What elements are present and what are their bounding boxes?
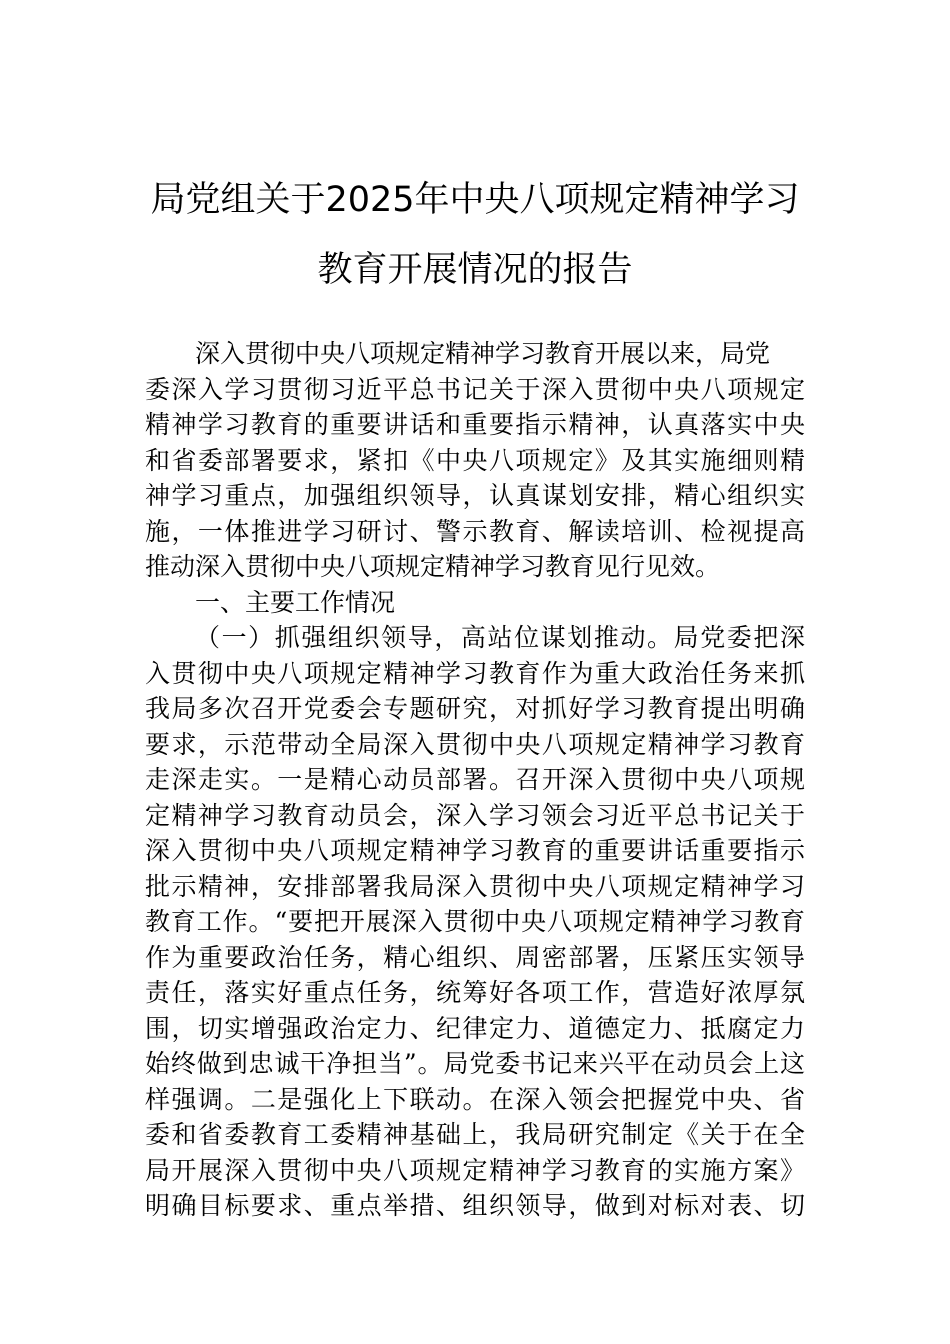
subsection-line: 明确目标要求、重点举措、组织领导，做到对标对表、切	[145, 1191, 805, 1220]
subsection-line: 要求，示范带动全局深入贯彻中央八项规定精神学习教育	[145, 729, 805, 759]
document-title-line-2: 教育开展情况的报告	[317, 250, 633, 290]
subsection-line: 样强调。二是强化上下联动。在深入领会把握党中央、省	[145, 1084, 805, 1114]
intro-line: 精神学习教育的重要讲话和重要指示精神，认真落实中央	[145, 410, 805, 439]
intro-line: 推动深入贯彻中央八项规定精神学习教育见行见效。	[145, 552, 721, 581]
document-body	[145, 336, 805, 1224]
intro-line: 和省委部署要求，紧扣《中央八项规定》及其实施细则精	[145, 445, 805, 475]
subsection-line: 局开展深入贯彻中央八项规定精神学习教育的实施方案》	[145, 1155, 805, 1185]
subsection-line: 我局多次召开党委会专题研究，对抓好学习教育提出明确	[145, 694, 805, 723]
subsection-line: 责任，落实好重点任务，统筹好各项工作，营造好浓厚氛	[145, 978, 805, 1007]
section-heading: 一、主要工作情况	[195, 587, 396, 617]
subsection-line: 始终做到忠诚干净担当”。局党委书记来兴平在动员会上这	[145, 1049, 805, 1078]
subsection-line: 入贯彻中央八项规定精神学习教育作为重大政治任务来抓	[145, 658, 805, 688]
intro-line: 施，一体推进学习研讨、警示教育、解读培训、检视提高	[145, 516, 805, 546]
subsection-line: 教育工作。“要把开展深入贯彻中央八项规定精神学习教育	[145, 907, 805, 936]
subsection-line: 批示精神，安排部署我局深入贯彻中央八项规定精神学习	[145, 871, 805, 901]
subsection-line: （一）抓强组织领导，高站位谋划推动。局党委把深	[195, 623, 805, 652]
subsection-line: 作为重要政治任务，精心组织、周密部署，压紧压实领导	[145, 942, 805, 972]
subsection-line: 深入贯彻中央八项规定精神学习教育的重要讲话重要指示	[145, 836, 805, 865]
intro-line: 深入贯彻中央八项规定精神学习教育开展以来，局党	[195, 339, 771, 368]
document-title-line-1: 局党组关于2025年中央八项规定精神学习	[150, 180, 800, 220]
subsection-line: 走深走实。一是精心动员部署。召开深入贯彻中央八项规	[145, 765, 805, 794]
subsection-line: 围，切实增强政治定力、纪律定力、道德定力、抵腐定力	[145, 1013, 805, 1043]
subsection-line: 定精神学习教育动员会，深入学习领会习近平总书记关于	[145, 800, 805, 830]
intro-line: 神学习重点，加强组织领导，认真谋划安排，精心组织实	[145, 481, 805, 510]
subsection-line: 委和省委教育工委精神基础上，我局研究制定《关于在全	[145, 1120, 805, 1149]
intro-line: 委深入学习贯彻习近平总书记关于深入贯彻中央八项规定	[145, 374, 805, 404]
